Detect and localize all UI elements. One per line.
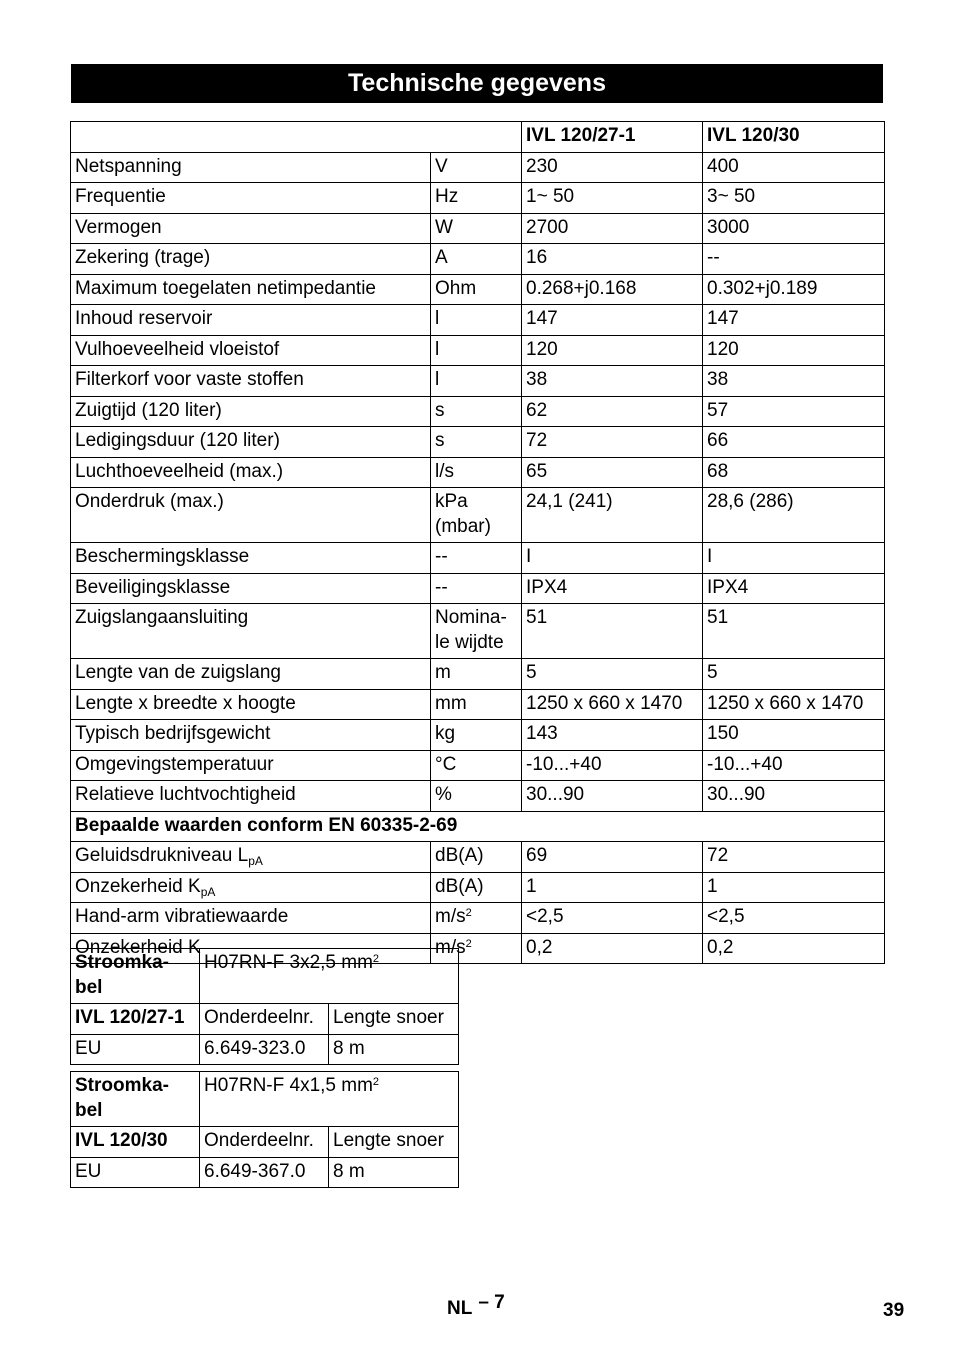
- spec-value-1: 0.268+j0.168: [522, 274, 703, 305]
- cable-col-length: Lengte snoer: [329, 1127, 459, 1158]
- header-model-2: IVL 120/30: [703, 122, 885, 153]
- spec-value-1: I: [522, 543, 703, 574]
- spec-value-2: 3~ 50: [703, 183, 885, 214]
- spec-label: Netspanning: [71, 152, 431, 183]
- measured-value-2: <2,5: [703, 903, 885, 934]
- spec-value-2: 5: [703, 659, 885, 690]
- measured-label-subscript: pA: [200, 884, 216, 899]
- spec-value-2: 57: [703, 396, 885, 427]
- spec-header-row: [71, 122, 885, 153]
- measured-value-2: 1: [703, 872, 885, 903]
- cable-header-row: [71, 1127, 459, 1158]
- spec-unit: kPa (mbar): [431, 488, 522, 543]
- technical-data-table: [70, 121, 885, 964]
- spec-value-2: I: [703, 543, 885, 574]
- spec-value-2: 51: [703, 604, 885, 659]
- cable-region: EU: [71, 1034, 200, 1065]
- spec-value-1: 120: [522, 335, 703, 366]
- spec-unit: Nomina-le wijdte: [431, 604, 522, 659]
- spec-row: [71, 274, 885, 305]
- spec-label: Relatieve luchtvochtigheid: [71, 781, 431, 812]
- cable-spec-text: H07RN-F 3x2,5 mm: [204, 952, 373, 973]
- cable-spec-row: [71, 1072, 459, 1127]
- measured-unit: [431, 872, 522, 903]
- spec-unit: m: [431, 659, 522, 690]
- spec-row: [71, 659, 885, 690]
- spec-row: [71, 335, 885, 366]
- spec-unit: --: [431, 543, 522, 574]
- header-model-1: IVL 120/27-1: [522, 122, 703, 153]
- measured-label-text: Hand-arm vibratiewaarde: [75, 906, 289, 927]
- spec-unit: s: [431, 396, 522, 427]
- spec-value-2: --: [703, 244, 885, 275]
- spec-unit: l: [431, 335, 522, 366]
- spec-label: Zekering (trage): [71, 244, 431, 275]
- spec-row: [71, 244, 885, 275]
- spec-unit: °C: [431, 750, 522, 781]
- spec-row: [71, 604, 885, 659]
- spec-row: [71, 366, 885, 397]
- spec-value-2: -10...+40: [703, 750, 885, 781]
- cable-col-part: Onderdeelnr.: [200, 1127, 329, 1158]
- measured-unit: [431, 903, 522, 934]
- spec-label: Omgevingstemperatuur: [71, 750, 431, 781]
- spec-value-2: 68: [703, 457, 885, 488]
- spec-row: [71, 396, 885, 427]
- spec-value-2: 150: [703, 720, 885, 751]
- measured-unit-superscript: 2: [465, 907, 472, 919]
- measured-label-text: Geluidsdrukniveau L: [75, 845, 249, 866]
- spec-label: Frequentie: [71, 183, 431, 214]
- spec-value-2: 28,6 (286): [703, 488, 885, 543]
- spec-row: [71, 689, 885, 720]
- measured-unit-superscript: 2: [465, 937, 472, 950]
- spec-value-1: 147: [522, 305, 703, 336]
- spec-value-1: 1~ 50: [522, 183, 703, 214]
- spec-label: Lengte x breedte x hoogte: [71, 689, 431, 720]
- spec-value-1: 62: [522, 396, 703, 427]
- cable-part-number: 6.649-323.0: [200, 1034, 329, 1065]
- spec-value-2: 400: [703, 152, 885, 183]
- cable-label: Stroomka-bel: [71, 949, 200, 1004]
- measured-label-text: Onzekerheid K: [75, 936, 201, 958]
- measured-label: [71, 842, 431, 873]
- spec-unit: Hz: [431, 183, 522, 214]
- measured-row: [71, 842, 885, 873]
- spec-row: [71, 457, 885, 488]
- measured-row: [71, 872, 885, 903]
- cable-length: 8 m: [329, 1034, 459, 1065]
- spec-label: Vulhoeveelheid vloeistof: [71, 335, 431, 366]
- spec-value-1: 51: [522, 604, 703, 659]
- spec-label: Zuigslangaansluiting: [71, 604, 431, 659]
- spec-value-1: 24,1 (241): [522, 488, 703, 543]
- cable-spec-superscript: 2: [372, 953, 380, 965]
- spec-value-1: 30...90: [522, 781, 703, 812]
- spec-label: Typisch bedrijfsgewicht: [71, 720, 431, 751]
- spec-label: Zuigtijd (120 liter): [71, 396, 431, 427]
- spec-label: Ledigingsduur (120 liter): [71, 427, 431, 458]
- section-heading-row: [71, 811, 885, 842]
- spec-label: Maximum toegelaten netimpedantie: [71, 274, 431, 305]
- spec-value-2: 1250 x 660 x 1470: [703, 689, 885, 720]
- spec-row: [71, 573, 885, 604]
- cable-length: 8 m: [329, 1157, 459, 1188]
- spec-value-1: 72: [522, 427, 703, 458]
- cable-col-length: Lengte snoer: [329, 1004, 459, 1035]
- spec-row: [71, 781, 885, 812]
- page-number: 39: [883, 1300, 905, 1321]
- measured-value-1: 69: [522, 842, 703, 873]
- measured-label-subscript: pA: [248, 854, 263, 868]
- spec-value-1: 5: [522, 659, 703, 690]
- spec-value-2: IPX4: [703, 573, 885, 604]
- header-blank: [71, 122, 522, 153]
- spec-unit: mm: [431, 689, 522, 720]
- measured-unit-text: dB(A): [435, 875, 484, 897]
- spec-value-1: 16: [522, 244, 703, 275]
- spec-value-1: -10...+40: [522, 750, 703, 781]
- cable-spec: [200, 1072, 459, 1127]
- spec-unit: Ohm: [431, 274, 522, 305]
- spec-unit: l/s: [431, 457, 522, 488]
- spec-value-1: 65: [522, 457, 703, 488]
- measured-unit-text: m/s: [435, 906, 466, 927]
- cable-header-row: [71, 1004, 459, 1035]
- measured-value-2: 0,2: [703, 933, 885, 964]
- spec-unit: W: [431, 213, 522, 244]
- spec-unit: %: [431, 781, 522, 812]
- spec-label: Vermogen: [71, 213, 431, 244]
- measured-unit-text: dB(A): [435, 845, 484, 866]
- spec-value-1: 2700: [522, 213, 703, 244]
- spec-value-2: 30...90: [703, 781, 885, 812]
- cable-model: IVL 120/27-1: [71, 1004, 200, 1035]
- spec-value-1: IPX4: [522, 573, 703, 604]
- spec-unit: A: [431, 244, 522, 275]
- measured-value-1: 0,2: [522, 933, 703, 964]
- measured-value-2: 72: [703, 842, 885, 873]
- cable-spec: [200, 949, 459, 1004]
- spec-value-1: 1250 x 660 x 1470: [522, 689, 703, 720]
- cable-part-number: 6.649-367.0: [200, 1157, 329, 1188]
- cable-spec-row: [71, 949, 459, 1004]
- measured-label-text: Onzekerheid K: [75, 875, 201, 897]
- spec-row: [71, 152, 885, 183]
- spec-label: Beveiligingsklasse: [71, 573, 431, 604]
- spec-label: Inhoud reservoir: [71, 305, 431, 336]
- spec-value-2: 3000: [703, 213, 885, 244]
- cable-region: EU: [71, 1157, 200, 1188]
- spec-row: [71, 427, 885, 458]
- spec-label: Luchthoeveelheid (max.): [71, 457, 431, 488]
- measured-value-1: 1: [522, 872, 703, 903]
- page-title: Technische gegevens: [71, 64, 883, 103]
- measured-label: [71, 903, 431, 934]
- spec-value-2: 38: [703, 366, 885, 397]
- spec-unit: l: [431, 305, 522, 336]
- spec-row: [71, 750, 885, 781]
- spec-value-1: 38: [522, 366, 703, 397]
- spec-value-2: 66: [703, 427, 885, 458]
- measured-unit-text: m/s: [435, 936, 466, 958]
- cable-spec-superscript: 2: [372, 1076, 380, 1088]
- spec-value-2: 120: [703, 335, 885, 366]
- measured-label: [71, 872, 431, 903]
- spec-unit: s: [431, 427, 522, 458]
- spec-label: Lengte van de zuigslang: [71, 659, 431, 690]
- cable-col-part: Onderdeelnr.: [200, 1004, 329, 1035]
- footer-section-page: – 7: [478, 1292, 505, 1313]
- cable-data-row: [71, 1034, 459, 1065]
- spec-row: [71, 543, 885, 574]
- spec-unit: --: [431, 573, 522, 604]
- spec-unit: kg: [431, 720, 522, 751]
- measured-unit: [431, 842, 522, 873]
- spec-row: [71, 305, 885, 336]
- cable-spec-text: H07RN-F 4x1,5 mm: [204, 1075, 373, 1096]
- spec-value-2: 0.302+j0.189: [703, 274, 885, 305]
- power-cable-table-1: [70, 948, 459, 1065]
- cable-data-row: [71, 1157, 459, 1188]
- spec-value-1: 143: [522, 720, 703, 751]
- spec-unit: l: [431, 366, 522, 397]
- cable-model: IVL 120/30: [71, 1127, 200, 1158]
- spec-row: [71, 720, 885, 751]
- spec-unit: V: [431, 152, 522, 183]
- spec-label: Beschermingsklasse: [71, 543, 431, 574]
- section-heading: Bepaalde waarden conform EN 60335-2-69: [71, 811, 885, 842]
- spec-row: [71, 183, 885, 214]
- spec-label: Onderdruk (max.): [71, 488, 431, 543]
- measured-row: [71, 903, 885, 934]
- cable-label: Stroomka-bel: [71, 1072, 200, 1127]
- footer-section-label: [447, 1292, 505, 1320]
- spec-value-1: 230: [522, 152, 703, 183]
- spec-row: [71, 213, 885, 244]
- spec-value-2: 147: [703, 305, 885, 336]
- spec-label: Filterkorf voor vaste stoffen: [71, 366, 431, 397]
- spec-row: [71, 488, 885, 543]
- power-cable-table-2: [70, 1071, 459, 1188]
- measured-value-1: <2,5: [522, 903, 703, 934]
- footer-lang: NL: [447, 1298, 473, 1319]
